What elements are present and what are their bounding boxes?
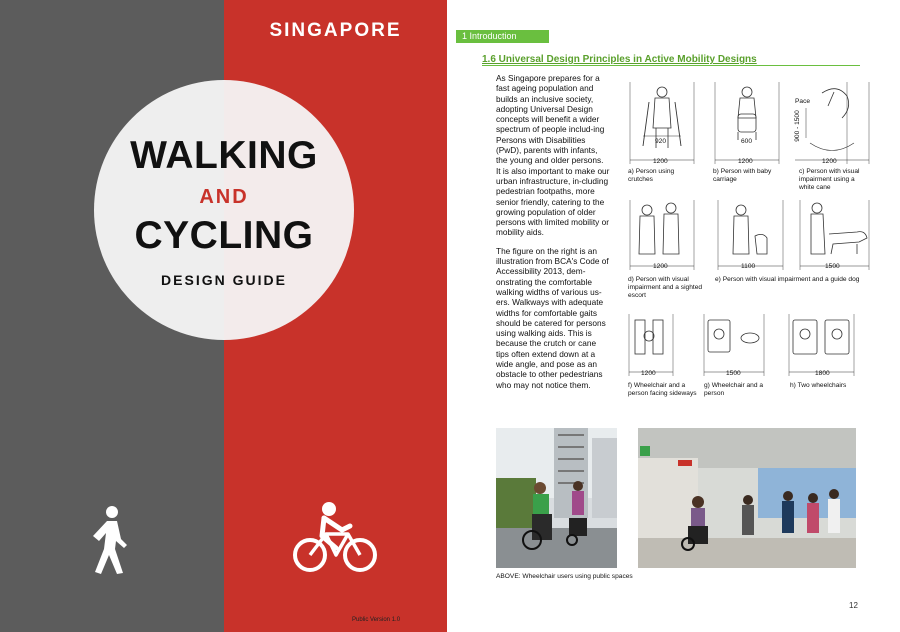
photo-outdoor-wheelchair-users <box>496 428 617 568</box>
dimension-label: Pace <box>795 98 811 105</box>
cover-country: SINGAPORE <box>269 20 402 41</box>
page-number: 12 <box>849 601 858 610</box>
figure-caption: c) Person with visual impairment using a white cane <box>799 168 860 191</box>
cover-title-circle <box>94 80 354 340</box>
dimension-label: 1200 <box>822 158 837 165</box>
dimension-label: 1500 <box>825 263 840 270</box>
dimension-label: 1500 <box>726 370 741 377</box>
cover-title-and: AND <box>199 186 249 208</box>
dimension-label: 900 - 1500 <box>793 110 801 142</box>
figure-caption: a) Person using crutches <box>628 168 675 183</box>
figure-guide-dog-side <box>797 196 872 274</box>
figure-crutches <box>627 78 705 170</box>
body-paragraph: The figure on the right is an illustration from BCA's Code of Accessibility 2013, dem-onstrating the comfortable walking widths of various us-ers. Walkways with adequate widths for comfortable gaits should be catered for persons using walking aids. This is because the crutch or cane tips often extend down at a wide angle, and pose as an obstacle to other pedestrians who may not notice them. <box>496 245 609 390</box>
dimension-label: 1100 <box>741 263 756 270</box>
cover-page <box>0 0 447 632</box>
figure-baby-carriage <box>712 78 790 170</box>
dimension-label: 1200 <box>653 263 668 270</box>
figure-caption: b) Person with baby carriage <box>713 168 772 183</box>
content-page <box>447 0 900 632</box>
cover-subtitle: DESIGN GUIDE <box>161 272 287 288</box>
section-heading: 1.6 Universal Design Principles in Active Mobility Designs <box>482 54 757 65</box>
dimension-label: 1200 <box>738 158 753 165</box>
figure-caption: g) Wheelchair and a person <box>704 382 764 397</box>
figure-wheelchair-person <box>702 310 767 380</box>
figure-two-wheelchairs <box>787 310 857 380</box>
body-text <box>496 73 610 398</box>
figure-guide-dog-walking <box>715 196 787 274</box>
photo-caption: ABOVE: Wheelchair users using public spaces <box>496 573 633 580</box>
dimension-label: 1200 <box>641 370 656 377</box>
body-paragraph: As Singapore prepares for a fast ageing population and builds an inclusive society, adopting Universal Design concepts will benefit a wider spectrum of people includ-ing Persons with Disabilities (PwD), parents with infants, the young and older persons. It is also important to make our urban infrastructure, in-cluding pedestrian footpaths, more senior friendly, catering to the growing population of older persons with limited mobility or mobility aids. <box>496 73 610 238</box>
cyclist-icon <box>292 500 378 576</box>
cover-title-cycling: CYCLING <box>134 214 314 257</box>
figure-wheelchair-sideways <box>627 310 675 380</box>
dimension-label: 600 <box>741 138 753 145</box>
cover-version: Public Version 1.0 <box>352 617 401 623</box>
figure-caption: f) Wheelchair and a person facing sideways <box>628 382 697 397</box>
dimension-label: 1800 <box>815 370 830 377</box>
cover-title-walking: WALKING <box>130 134 318 177</box>
section-tab: 1 Introduction <box>456 30 549 43</box>
dimension-label: 920 <box>655 138 667 145</box>
figure-white-cane <box>792 78 872 170</box>
dimension-label: 1200 <box>653 158 668 165</box>
photo-mall-wheelchair-users <box>638 428 856 568</box>
figure-caption: d) Person with visual impairment and a sighted escort <box>628 276 703 299</box>
figure-sighted-escort <box>627 196 705 274</box>
figure-caption: e) Person with visual impairment and a guide dog <box>715 276 860 283</box>
heading-underline <box>482 65 860 66</box>
figure-caption: h) Two wheelchairs <box>790 382 847 389</box>
pedestrian-icon <box>85 505 129 575</box>
